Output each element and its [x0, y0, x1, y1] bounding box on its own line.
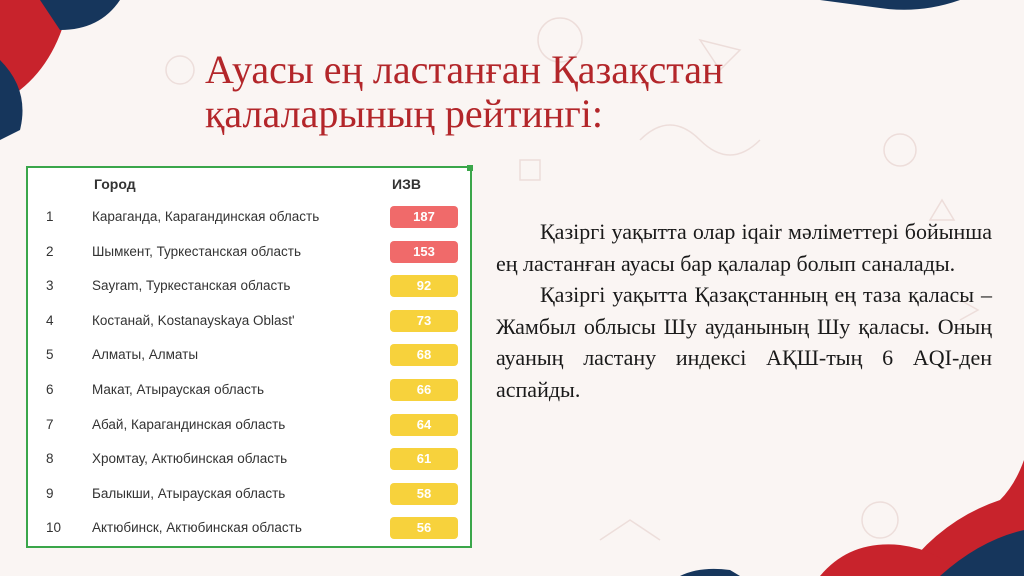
- column-header-aqi: ИЗВ: [392, 176, 421, 192]
- row-rank: 9: [46, 485, 54, 501]
- row-rank: 3: [46, 278, 54, 294]
- row-city: Макат, Атырауская область: [92, 381, 265, 397]
- aqi-badge: 73: [390, 310, 458, 332]
- row-city: Балыкши, Атырауская область: [92, 485, 286, 501]
- title-line-2: қалаларының рейтингі:: [205, 91, 603, 136]
- row-city: Абай, Карагандинская область: [92, 416, 286, 432]
- description-text: [496, 216, 992, 405]
- table-row: [28, 511, 470, 546]
- city-ranking-table: [26, 166, 472, 548]
- row-rank: 7: [46, 416, 54, 432]
- aqi-badge: 56: [390, 517, 458, 539]
- row-city: Sayram, Туркестанская область: [92, 278, 291, 294]
- row-rank: 10: [46, 520, 62, 536]
- table-row: [28, 442, 470, 477]
- row-rank: 2: [46, 243, 54, 259]
- row-city: Караганда, Карагандинская область: [92, 209, 320, 224]
- table-row: [28, 477, 470, 512]
- aqi-badge: 61: [390, 448, 458, 470]
- row-rank: 6: [46, 381, 54, 397]
- slide-title: [205, 48, 905, 136]
- resize-handle: [467, 165, 473, 171]
- aqi-badge: 187: [390, 206, 458, 228]
- paragraph-2: Қазіргі уақытта Қазақстанның ең таза қаласы – Жамбыл облысы Шу ауданының Шу қаласы. Оның ауаның ластану индексі АҚШ-тың 6 AQI-ден аспайды.: [496, 282, 992, 402]
- table-row: [28, 338, 470, 373]
- row-city: Шымкент, Туркестанская область: [92, 243, 301, 259]
- aqi-badge: 66: [390, 379, 458, 401]
- row-city: Актюбинск, Актюбинская область: [92, 520, 302, 536]
- table-row: [28, 269, 470, 304]
- row-rank: 8: [46, 451, 54, 467]
- table-row: [28, 373, 470, 408]
- table-row: [28, 304, 470, 339]
- aqi-badge: 58: [390, 483, 458, 505]
- title-line-1: Ауасы ең ластанған Қазақстан: [205, 47, 724, 92]
- row-city: Хромтау, Актюбинская область: [92, 451, 288, 467]
- table-row: [28, 235, 470, 270]
- row-city: Алматы, Алматы: [92, 347, 199, 363]
- aqi-badge: 68: [390, 344, 458, 366]
- row-rank: 5: [46, 347, 54, 363]
- row-rank: 4: [46, 312, 54, 328]
- aqi-badge: 64: [390, 414, 458, 436]
- table-row: [28, 408, 470, 443]
- aqi-badge: 153: [390, 241, 458, 263]
- table-body: [28, 200, 470, 546]
- table-row: [28, 200, 470, 235]
- paragraph-1: Қазіргі уақытта олар iqair мәліметтері бойынша ең ластанған ауасы бар қалалар болып саналады.: [496, 219, 992, 276]
- table-header: [28, 176, 470, 198]
- aqi-badge: 92: [390, 275, 458, 297]
- row-city: Костанай, Kostanayskaya Oblast': [92, 312, 295, 328]
- row-rank: 1: [46, 209, 54, 224]
- column-header-city: Город: [94, 176, 136, 192]
